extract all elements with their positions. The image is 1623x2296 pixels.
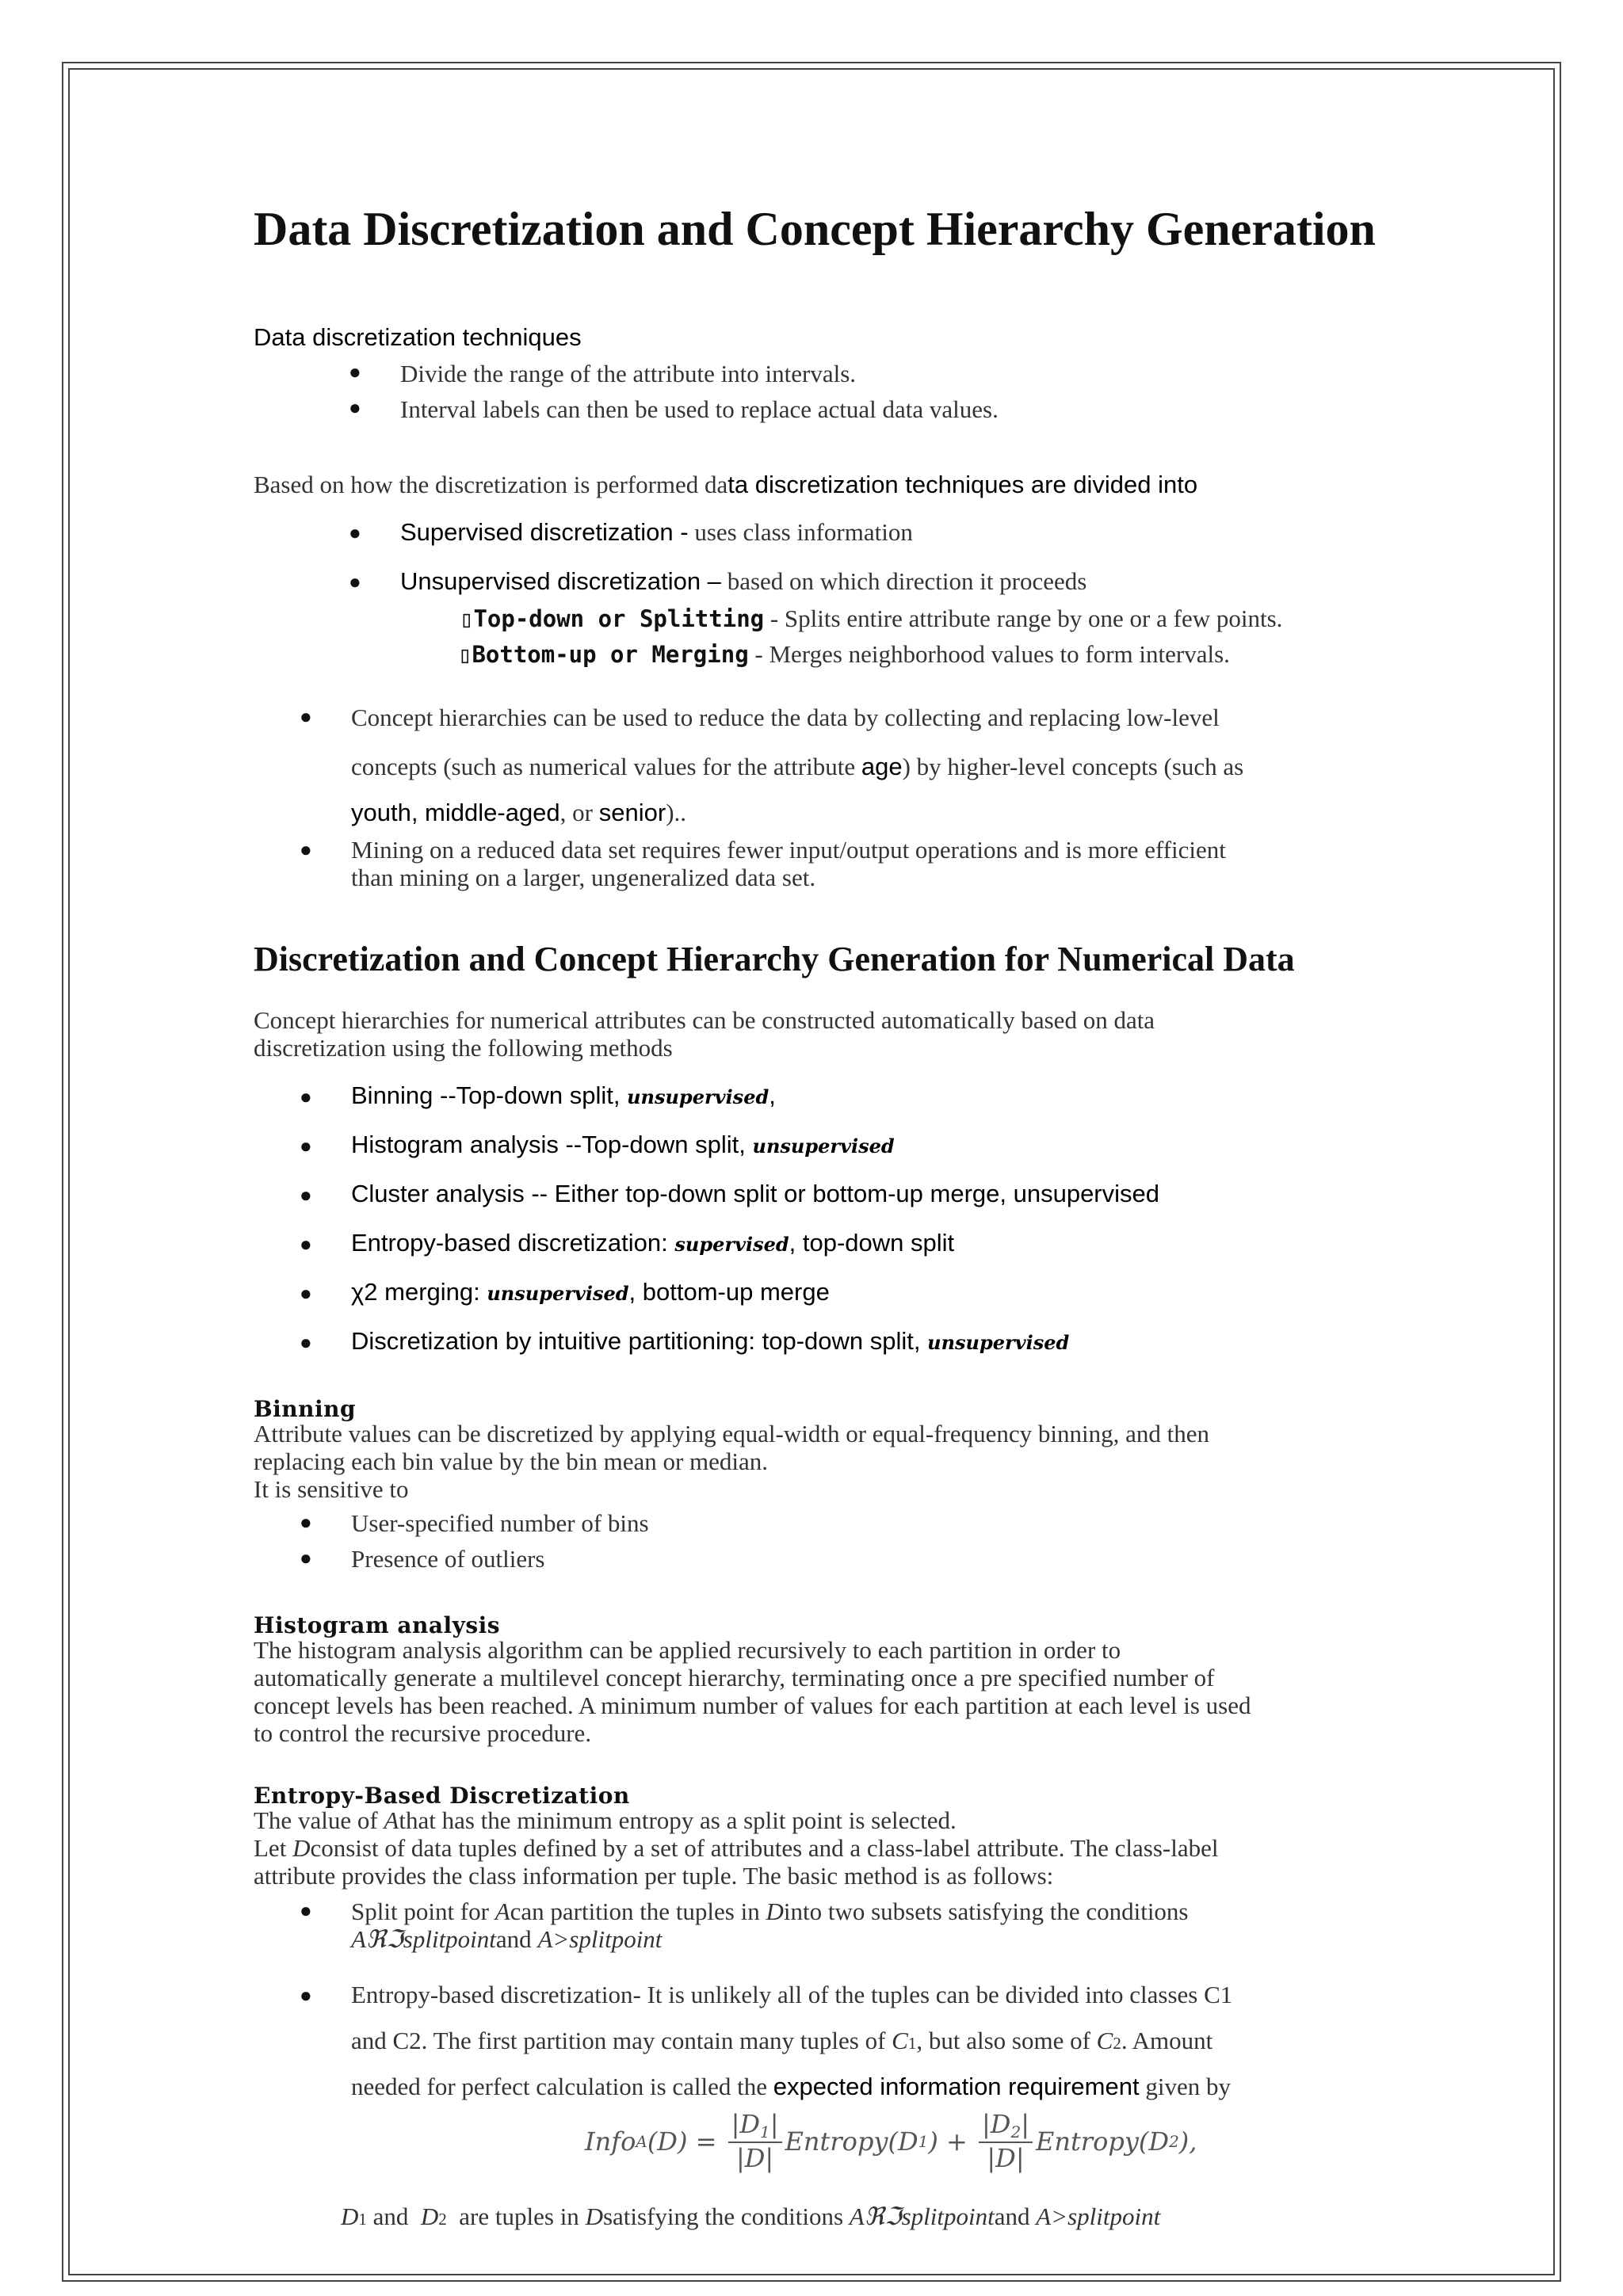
method-text: Discretization by intuitive partitioning: top-down split,: [351, 1327, 928, 1355]
formula-sub: 2: [1169, 2131, 1179, 2151]
text-youth: youth, middle-aged: [351, 799, 560, 826]
bullet-icon: ●: [300, 1899, 312, 1922]
formula-term: ) +: [928, 2126, 976, 2157]
paragraph-based-on: [254, 471, 1197, 499]
frac-num: |D: [731, 2109, 761, 2139]
text-serif: ) by higher-level concepts (such as: [902, 753, 1244, 780]
text: , but also some of: [916, 2027, 1097, 2054]
bullet-icon: ●: [300, 1547, 312, 1569]
var-d: D: [292, 1834, 311, 1862]
formula-term: Entropy(D: [785, 2126, 918, 2157]
method-intuitive: [351, 1327, 1069, 1356]
text: and: [994, 2203, 1037, 2230]
method-text: Cluster analysis -- Either top-down split or bottom-up merge, unsupervised: [351, 1180, 1160, 1207]
entropy-bullet-line-1: Entropy-based discretization- It is unlikely all of the tuples can be divided into classes C1: [351, 1981, 1233, 2008]
method-histogram: [351, 1131, 895, 1159]
bullet-icon: ●: [349, 521, 361, 544]
formula-sub: 1: [918, 2131, 929, 2151]
method-text: , bottom-up merge: [628, 1278, 830, 1306]
text: given by: [1139, 2073, 1231, 2100]
list-item: Interval labels can then be used to replace actual data values.: [400, 395, 999, 423]
method-script: supervised: [674, 1233, 789, 1256]
method-text: Binning --Top-down split,: [351, 1081, 628, 1109]
entropy-heading: Entropy-Based Discretization: [254, 1783, 630, 1809]
section-heading-techniques: Data discretization techniques: [254, 323, 582, 351]
text: Split point for: [351, 1897, 495, 1925]
bullet-icon: ●: [300, 838, 312, 861]
entropy-bullet-line-3: [351, 2073, 1231, 2101]
bullet-icon: ●: [300, 1282, 312, 1305]
formula-term: ),: [1178, 2126, 1197, 2157]
condition: A>splitpoint: [1036, 2203, 1161, 2230]
text-sans: ta discretization techniques are divided into: [727, 471, 1198, 498]
final-conditions-line: [341, 2203, 1160, 2231]
text: can partition the tuples in: [510, 1897, 766, 1925]
info-formula: [585, 2109, 1197, 2173]
bullet-icon: ●: [300, 1984, 312, 2007]
text-age: age: [861, 753, 903, 780]
condition: A>splitpoint: [537, 1925, 663, 1953]
binning-line-2: replacing each bin value by the bin mean or median.: [254, 1447, 769, 1475]
section-heading-numerical: Discretization and Concept Hierarchy Generation for Numerical Data: [254, 940, 1295, 978]
subscript: 2: [1113, 2034, 1121, 2053]
text: and C2. The first partition may contain many tuples of: [351, 2027, 892, 2054]
subscript: 2: [438, 2210, 447, 2229]
formula-arg: (D) =: [647, 2126, 725, 2157]
text: and: [495, 1925, 538, 1953]
var-d: D: [766, 1897, 784, 1925]
concept-line-2: [351, 753, 1243, 781]
list-item-supervised: [400, 518, 913, 547]
histogram-line-2: automatically generate a multilevel concept hierarchy, terminating once a pre specified number of: [254, 1664, 1215, 1691]
method-text: Entropy-based discretization:: [351, 1229, 675, 1257]
bullet-icon: ●: [300, 1331, 312, 1354]
formula-sub: A: [636, 2131, 647, 2151]
var-d: D: [341, 2203, 359, 2230]
list-item-unsupervised: [400, 567, 1086, 596]
frac-num: |D: [982, 2109, 1011, 2139]
text: consist of data tuples defined by a set of attributes and a class-label attribute. The class-label: [310, 1834, 1219, 1862]
text: and: [366, 2203, 421, 2230]
method-script: unsupervised: [752, 1135, 895, 1158]
method-cluster: [351, 1180, 1159, 1208]
binning-heading: Binning: [254, 1396, 357, 1422]
text: that has the minimum entropy as a split point is selected.: [399, 1806, 957, 1834]
frac-num: |: [769, 2109, 779, 2139]
bottom-up-desc: - Merges neighborhood values to form intervals.: [748, 640, 1230, 668]
frac-den: |D|: [987, 2143, 1025, 2173]
method-text: , top-down split: [789, 1229, 955, 1257]
formula-term: Entropy(D: [1035, 2126, 1170, 2157]
expected-info-term: expected information requirement: [773, 2073, 1140, 2100]
sub-item-bottom-up: [458, 640, 1230, 669]
text: needed for perfect calculation is called the: [351, 2073, 773, 2100]
fraction-2: [979, 2109, 1033, 2173]
method-script: unsupervised: [487, 1282, 629, 1305]
var-c: C: [892, 2027, 908, 2054]
bottom-up-label: ▯Bottom-up or Merging: [458, 641, 749, 668]
split-point-line-1: [351, 1897, 1189, 1926]
text: satisfying the conditions: [602, 2203, 850, 2230]
list-item: User-specified number of bins: [351, 1509, 649, 1537]
var-d: D: [420, 2203, 439, 2230]
text-serif: Based on how the discretization is performed da: [254, 471, 728, 498]
subscript: 1: [907, 2034, 917, 2053]
var-c: C: [1096, 2027, 1113, 2054]
var-a: A: [495, 1897, 510, 1925]
bullet-icon: ●: [300, 1085, 312, 1108]
intro-line-2: discretization using the following methods: [254, 1034, 673, 1062]
supervised-desc: uses class information: [688, 518, 913, 546]
bullet-icon: ●: [300, 1511, 312, 1534]
condition: Aℜℑsplitpoint: [351, 1925, 496, 1953]
bullet-icon: ●: [300, 1135, 312, 1158]
frac-den: |D|: [735, 2143, 774, 2173]
top-down-label: ▯Top-down or Splitting: [460, 605, 765, 632]
method-script: unsupervised: [927, 1331, 1070, 1354]
histogram-line-1: The histogram analysis algorithm can be applied recursively to each partition in order to: [254, 1636, 1121, 1664]
formula-lhs: Info: [585, 2126, 636, 2157]
frac-num: |: [1021, 2109, 1029, 2139]
method-script: unsupervised: [627, 1085, 769, 1108]
text: The value of: [254, 1806, 384, 1834]
subscript: 1: [358, 2210, 367, 2229]
bullet-icon: ●: [300, 1184, 312, 1207]
var-d: D: [585, 2203, 603, 2230]
split-point-line-2: [351, 1925, 662, 1954]
text: Let: [254, 1834, 293, 1862]
text: into two subsets satisfying the conditions: [783, 1897, 1189, 1925]
text: . Amount: [1121, 2027, 1213, 2054]
method-chi2: [351, 1278, 830, 1306]
method-entropy: [351, 1229, 954, 1257]
method-text: Histogram analysis --Top-down split,: [351, 1131, 753, 1158]
formula-sub: 1: [760, 2122, 770, 2142]
histogram-heading: Histogram analysis: [254, 1612, 501, 1638]
mining-line-2: than mining on a larger, ungeneralized data set.: [351, 864, 816, 891]
histogram-line-4: to control the recursive procedure.: [254, 1719, 592, 1747]
binning-line-1: Attribute values can be discretized by applying equal-width or equal-frequency binning, and then: [254, 1420, 1210, 1447]
page-title: Data Discretization and Concept Hierarchy Generation: [254, 203, 1376, 255]
entropy-line-3: attribute provides the class information per tuple. The basic method is as follows:: [254, 1862, 1054, 1890]
unsupervised-desc: based on which direction it proceeds: [720, 567, 1087, 595]
list-item: Divide the range of the attribute into intervals.: [400, 360, 857, 387]
method-text: χ2 merging:: [351, 1278, 487, 1306]
binning-line-3: It is sensitive to: [254, 1475, 409, 1503]
text: are tuples in: [446, 2203, 586, 2230]
text-serif: concepts (such as numerical values for the attribute: [351, 753, 861, 780]
entropy-line-2: [254, 1834, 1219, 1863]
histogram-line-3: concept levels has been reached. A minimum number of values for each partition at each level is used: [254, 1691, 1251, 1719]
top-down-desc: - Splits entire attribute range by one or a few points.: [764, 605, 1283, 632]
concept-line-3: [351, 799, 686, 827]
var-a: A: [384, 1806, 399, 1834]
intro-line-1: Concept hierarchies for numerical attributes can be constructed automatically based on data: [254, 1006, 1155, 1034]
bullet-icon: ●: [300, 1233, 312, 1256]
unsupervised-label: Unsupervised discretization –: [400, 567, 721, 595]
mining-line-1: Mining on a reduced data set requires fewer input/output operations and is more efficient: [351, 836, 1226, 864]
formula-sub: 2: [1010, 2122, 1022, 2142]
list-item: Presence of outliers: [351, 1545, 545, 1573]
bullet-icon: ●: [349, 396, 361, 419]
text-or: , or: [559, 799, 599, 826]
text-senior: senior: [598, 799, 666, 826]
entropy-bullet-line-2: [351, 2027, 1212, 2055]
fraction-1: [728, 2109, 782, 2173]
entropy-line-1: [254, 1806, 957, 1835]
condition: Aℜℑsplitpoint: [849, 2203, 995, 2230]
method-binning: [351, 1081, 776, 1110]
bullet-icon: ●: [300, 705, 312, 728]
concept-line-1: Concept hierarchies can be used to reduce the data by collecting and replacing low-level: [351, 704, 1220, 731]
bullet-icon: ●: [349, 360, 361, 383]
bullet-icon: ●: [349, 570, 361, 593]
sub-item-top-down: [460, 605, 1282, 633]
method-text: ,: [769, 1081, 776, 1109]
text-end: )..: [666, 799, 687, 826]
supervised-label: Supervised discretization -: [400, 518, 689, 546]
